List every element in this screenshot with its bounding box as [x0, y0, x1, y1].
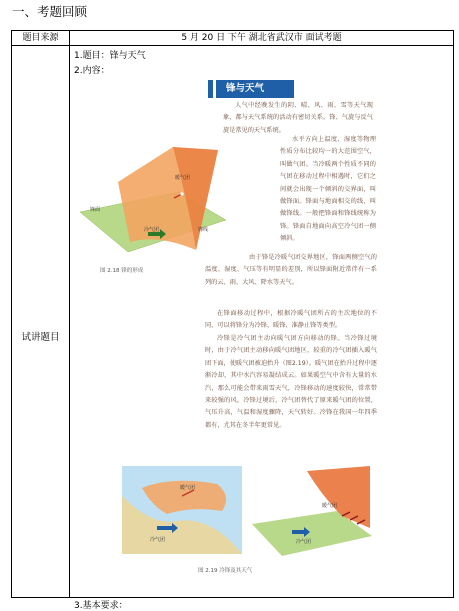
fig1-warm-label: 暖气团: [175, 175, 191, 181]
front-formation-figure: [78, 142, 228, 260]
fig1-front-label: 锋面: [90, 207, 101, 213]
warm-air-marker: [180, 192, 183, 195]
header-source-value: 5 月 20 日 下午 湖北省武汉市 面试考题: [181, 33, 342, 43]
item-requirements: 3.基本要求：: [74, 601, 128, 611]
front-weather-paragraph: 由于锋是冷暖气团交界地区，锋面两侧空气的温度、湿度、气压等有明显的差别，所以锋面附近常伴有一系列的云、雨、大风、降水等天气。: [205, 254, 377, 286]
item-content-label: 2.内容：: [74, 66, 110, 76]
fig2-warm-label: 暖气团: [180, 485, 196, 491]
header-source-label: 题目来源: [12, 31, 70, 45]
banner-accent: [208, 80, 213, 98]
section-heading: 一、考题回顾: [12, 4, 88, 19]
fig2-warm-label-2: 暖气团: [322, 503, 338, 509]
lesson-banner: 锋与天气: [216, 80, 294, 98]
cold-front-crosssection-figure: [252, 466, 372, 556]
cold-front-paragraph: 冷锋是冷气团主动向暖气团方向移动的锋。当冷锋过境时，由于冷气团主动移向暖气团地区，较重的冷气团插入暖气团下面，使暖气团被迫抬升（图2.19）。暖气团在抬升过程中逐渐冷却，其中水汽容易凝结成云。如果暖空气中含有大量的水汽，那么可能会带来雨雪天气，冷锋移动的速度较快，常常带来较强的风。冷锋过境后，冷气团替代了原来暖气团的位置，气压升高，气温和湿度骤降，天气转好。冷锋在我国一年四季都有，尤其在冬半年更常见。: [205, 335, 377, 429]
table-header-row: [12, 31, 453, 46]
topic-label: 试讲题目: [21, 332, 60, 343]
textbook-page: [60, 70, 380, 590]
fig2-cold-label-2: 冷气团: [296, 539, 312, 545]
fig2-cold-label: 冷气团: [150, 537, 166, 543]
item-title: 1.题目：锋与天气: [74, 51, 146, 61]
fig1-frontline-label: 锋线: [198, 227, 209, 233]
air-mass-paragraph: 水平方向上温度、湿度等物理性质分布比较均一的大范围空气，叫做气团。当冷暖两个性质不同的气团在移动过程中相遇时，它们之间就会出现一个倾斜的交界面，叫做锋面。锋面与地面相交的线，叫做锋线。一般把锋面和锋线统称为锋。锋面自地面向高空冷气团一侧倾斜。: [280, 136, 376, 243]
cold-front-map-figure: [122, 466, 242, 554]
fig1-cold-label: 冷气团: [144, 227, 160, 233]
front-types-paragraph: 在锋面移动过程中，根据冷暖气团所占的主次地位的不同，可以将锋分为冷锋、暖锋、准静止锋等类型。: [205, 310, 377, 330]
fig2-caption: 图 2.19 冷锋及其天气: [198, 568, 253, 574]
intro-paragraph: 人气中经晚发生的阴、晴、风、雨、雪等天气现象，都与天气系统的活动有密切关系。锋、气旋与反气旋是常见的天气系统。: [223, 102, 373, 134]
fig1-caption: 图 2.18 锋的形成: [100, 268, 144, 274]
